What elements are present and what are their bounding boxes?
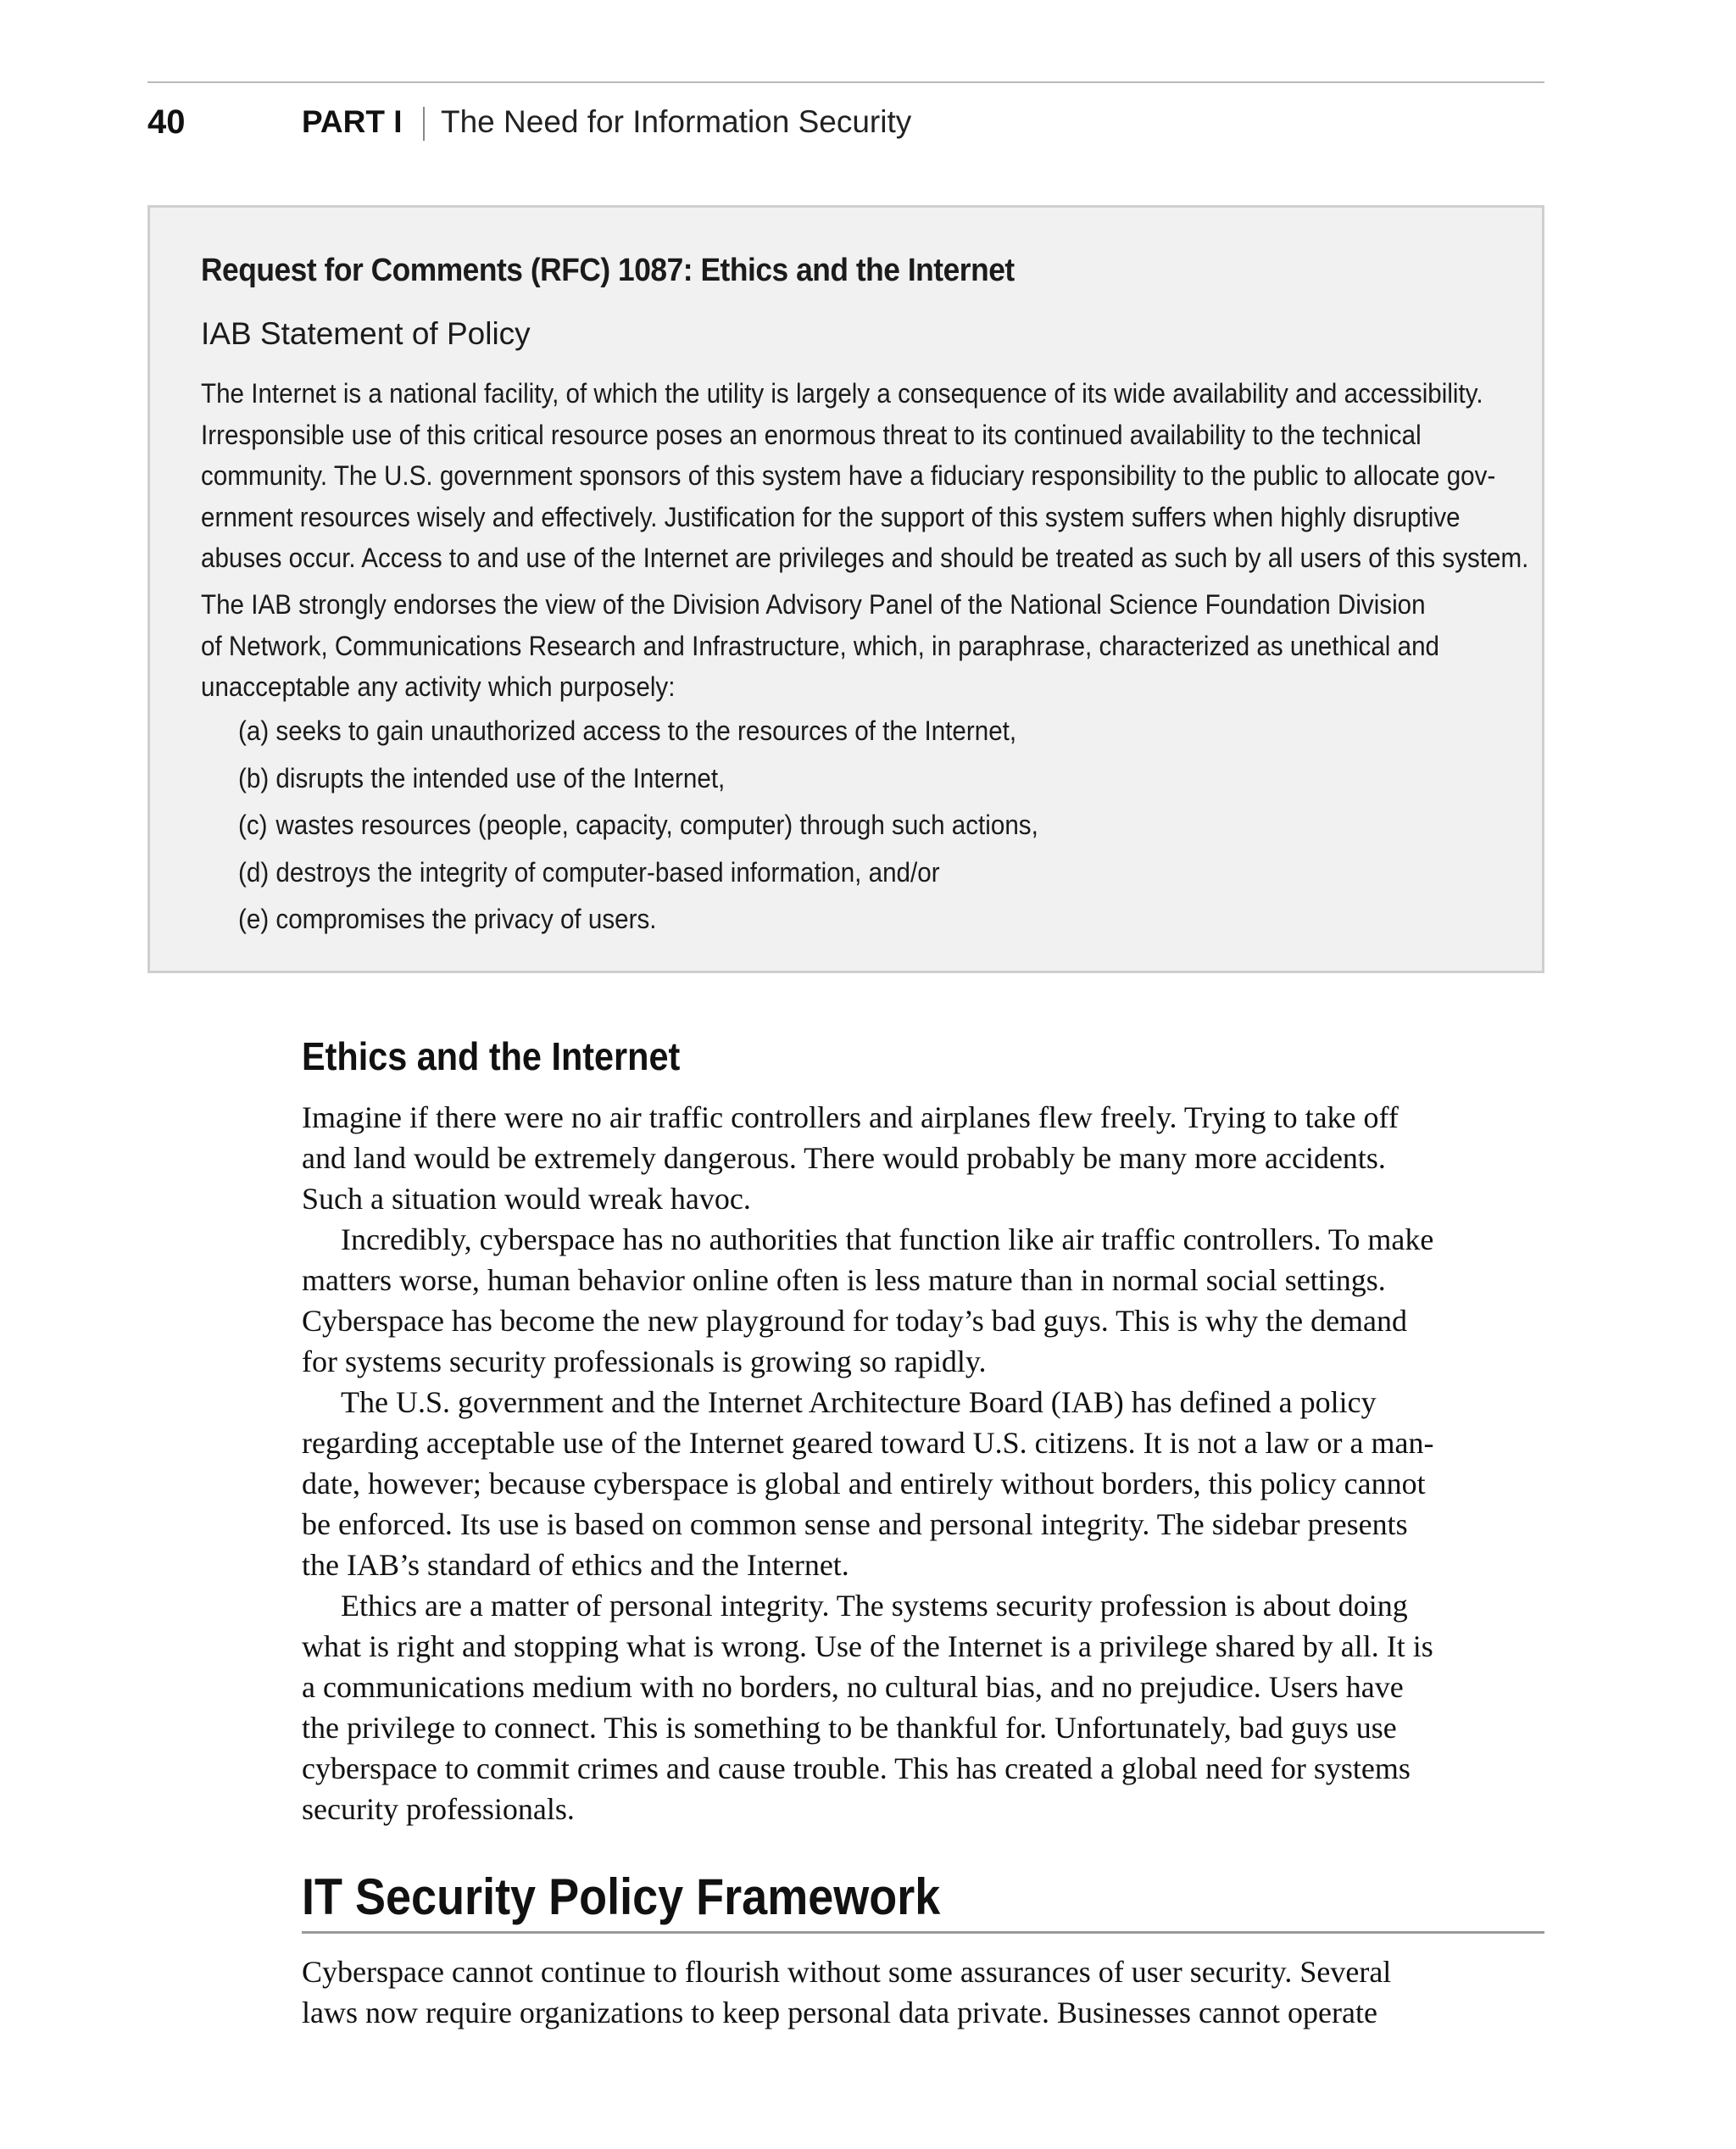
text-line: be enforced. Its use is based on common sense and personal integrity. The sidebar presents bbox=[302, 1507, 1408, 1541]
list-item bbox=[238, 802, 1038, 849]
section-heading-framework: IT Security Policy Framework bbox=[302, 1868, 941, 1925]
list-item bbox=[238, 755, 1038, 803]
list-item-letter: (b) bbox=[238, 762, 270, 793]
list-item bbox=[238, 849, 1038, 897]
text-line: for systems security professionals is growing so rapidly. bbox=[302, 1345, 987, 1378]
list-item-letter: (d) bbox=[238, 856, 270, 888]
text-line: of Network, Communications Research and Infrastructure, which, in paraphrase, characterized as unethical and bbox=[201, 630, 1439, 661]
sidebar-subtitle: IAB Statement of Policy bbox=[201, 316, 531, 351]
sidebar-title: Request for Comments (RFC) 1087: Ethics and the Internet bbox=[201, 253, 1015, 288]
text-line: what is right and stopping what is wrong. Use of the Internet is a privilege shared by all. It is bbox=[302, 1629, 1433, 1663]
list-item bbox=[238, 708, 1038, 755]
text-line: community. The U.S. government sponsors of this system have a fiduciary responsibility to the public to allocate gov- bbox=[201, 460, 1496, 491]
list-item-text: seeks to gain unauthorized access to the resources of the Internet, bbox=[275, 715, 1017, 746]
section1-body bbox=[302, 1097, 1556, 1829]
sidebar-paragraph-1 bbox=[201, 373, 1529, 579]
text-line: Incredibly, cyberspace has no authorities that function like air traffic controllers. To make bbox=[341, 1222, 1434, 1256]
list-item-letter: (e) bbox=[238, 904, 270, 934]
text-line: Cyberspace cannot continue to flourish without some assurances of user security. Several bbox=[302, 1955, 1392, 1989]
text-line: cyberspace to commit crimes and cause trouble. This has created a global need for systems bbox=[302, 1751, 1410, 1785]
section-rule bbox=[302, 1931, 1544, 1934]
list-item-letter: (c) bbox=[238, 810, 268, 840]
rfc-sidebar bbox=[147, 205, 1544, 973]
text-line: Imagine if there were no air traffic controllers and airplanes flew freely. Trying to take off bbox=[302, 1100, 1399, 1134]
text-line: a communications medium with no borders, no cultural bias, and no prejudice. Users have bbox=[302, 1670, 1404, 1704]
text-line: abuses occur. Access to and use of the Internet are privileges and should be treated as such by all users of this system. bbox=[201, 543, 1529, 573]
text-line: Ethics are a matter of personal integrity. The systems security profession is about doing bbox=[341, 1589, 1408, 1623]
text-line: date, however; because cyberspace is global and entirely without borders, this policy cannot bbox=[302, 1467, 1426, 1500]
text-line: unacceptable any activity which purposely: bbox=[201, 671, 676, 702]
text-line: matters worse, human behavior online often is less mature than in normal social settings. bbox=[302, 1263, 1386, 1297]
text-line: the privilege to connect. This is something to be thankful for. Unfortunately, bad guys use bbox=[302, 1711, 1397, 1745]
text-line: The Internet is a national facility, of which the utility is largely a consequence of its wide availability and accessibility. bbox=[201, 378, 1483, 409]
list-item-text: disrupts the intended use of the Internet, bbox=[275, 762, 726, 793]
sidebar-list bbox=[238, 708, 1038, 944]
section-heading-ethics: Ethics and the Internet bbox=[302, 1034, 681, 1078]
list-item bbox=[238, 896, 1038, 944]
text-line: The IAB strongly endorses the view of the Division Advisory Panel of the National Science Foundation Division bbox=[201, 589, 1426, 620]
section2-body bbox=[302, 1951, 1556, 2033]
text-line: ernment resources wisely and effectively. Justification for the support of this system suffers when highly disruptive bbox=[201, 501, 1461, 532]
text-line: Irresponsible use of this critical resource poses an enormous threat to its continued availability to the technical bbox=[201, 419, 1422, 450]
header-rule bbox=[147, 81, 1544, 83]
list-item-text: compromises the privacy of users. bbox=[275, 904, 657, 934]
list-item-letter: (a) bbox=[238, 715, 270, 746]
text-line: Such a situation would wreak havoc. bbox=[302, 1182, 751, 1216]
text-line: The U.S. government and the Internet Architecture Board (IAB) has defined a policy bbox=[341, 1385, 1377, 1419]
text-line: laws now require organizations to keep personal data private. Businesses cannot operate bbox=[302, 1996, 1377, 2029]
text-line: and land would be extremely dangerous. There would probably be many more accidents. bbox=[302, 1141, 1386, 1175]
list-item-text: destroys the integrity of computer-based information, and/or bbox=[275, 856, 940, 888]
text-line: security professionals. bbox=[302, 1792, 575, 1826]
part-label: PART I bbox=[302, 104, 403, 139]
sidebar-paragraph-2 bbox=[201, 584, 1448, 708]
text-line: regarding acceptable use of the Internet geared toward U.S. citizens. It is not a law or a man- bbox=[302, 1426, 1434, 1460]
header-divider bbox=[423, 107, 425, 141]
list-item-text: wastes resources (people, capacity, computer) through such actions, bbox=[275, 810, 1038, 840]
running-header bbox=[147, 98, 1544, 149]
header-title: The Need for Information Security bbox=[441, 104, 912, 139]
text-line: Cyberspace has become the new playground for today’s bad guys. This is why the demand bbox=[302, 1304, 1408, 1338]
text-line: the IAB’s standard of ethics and the Internet. bbox=[302, 1548, 849, 1582]
page-number: 40 bbox=[147, 103, 186, 141]
